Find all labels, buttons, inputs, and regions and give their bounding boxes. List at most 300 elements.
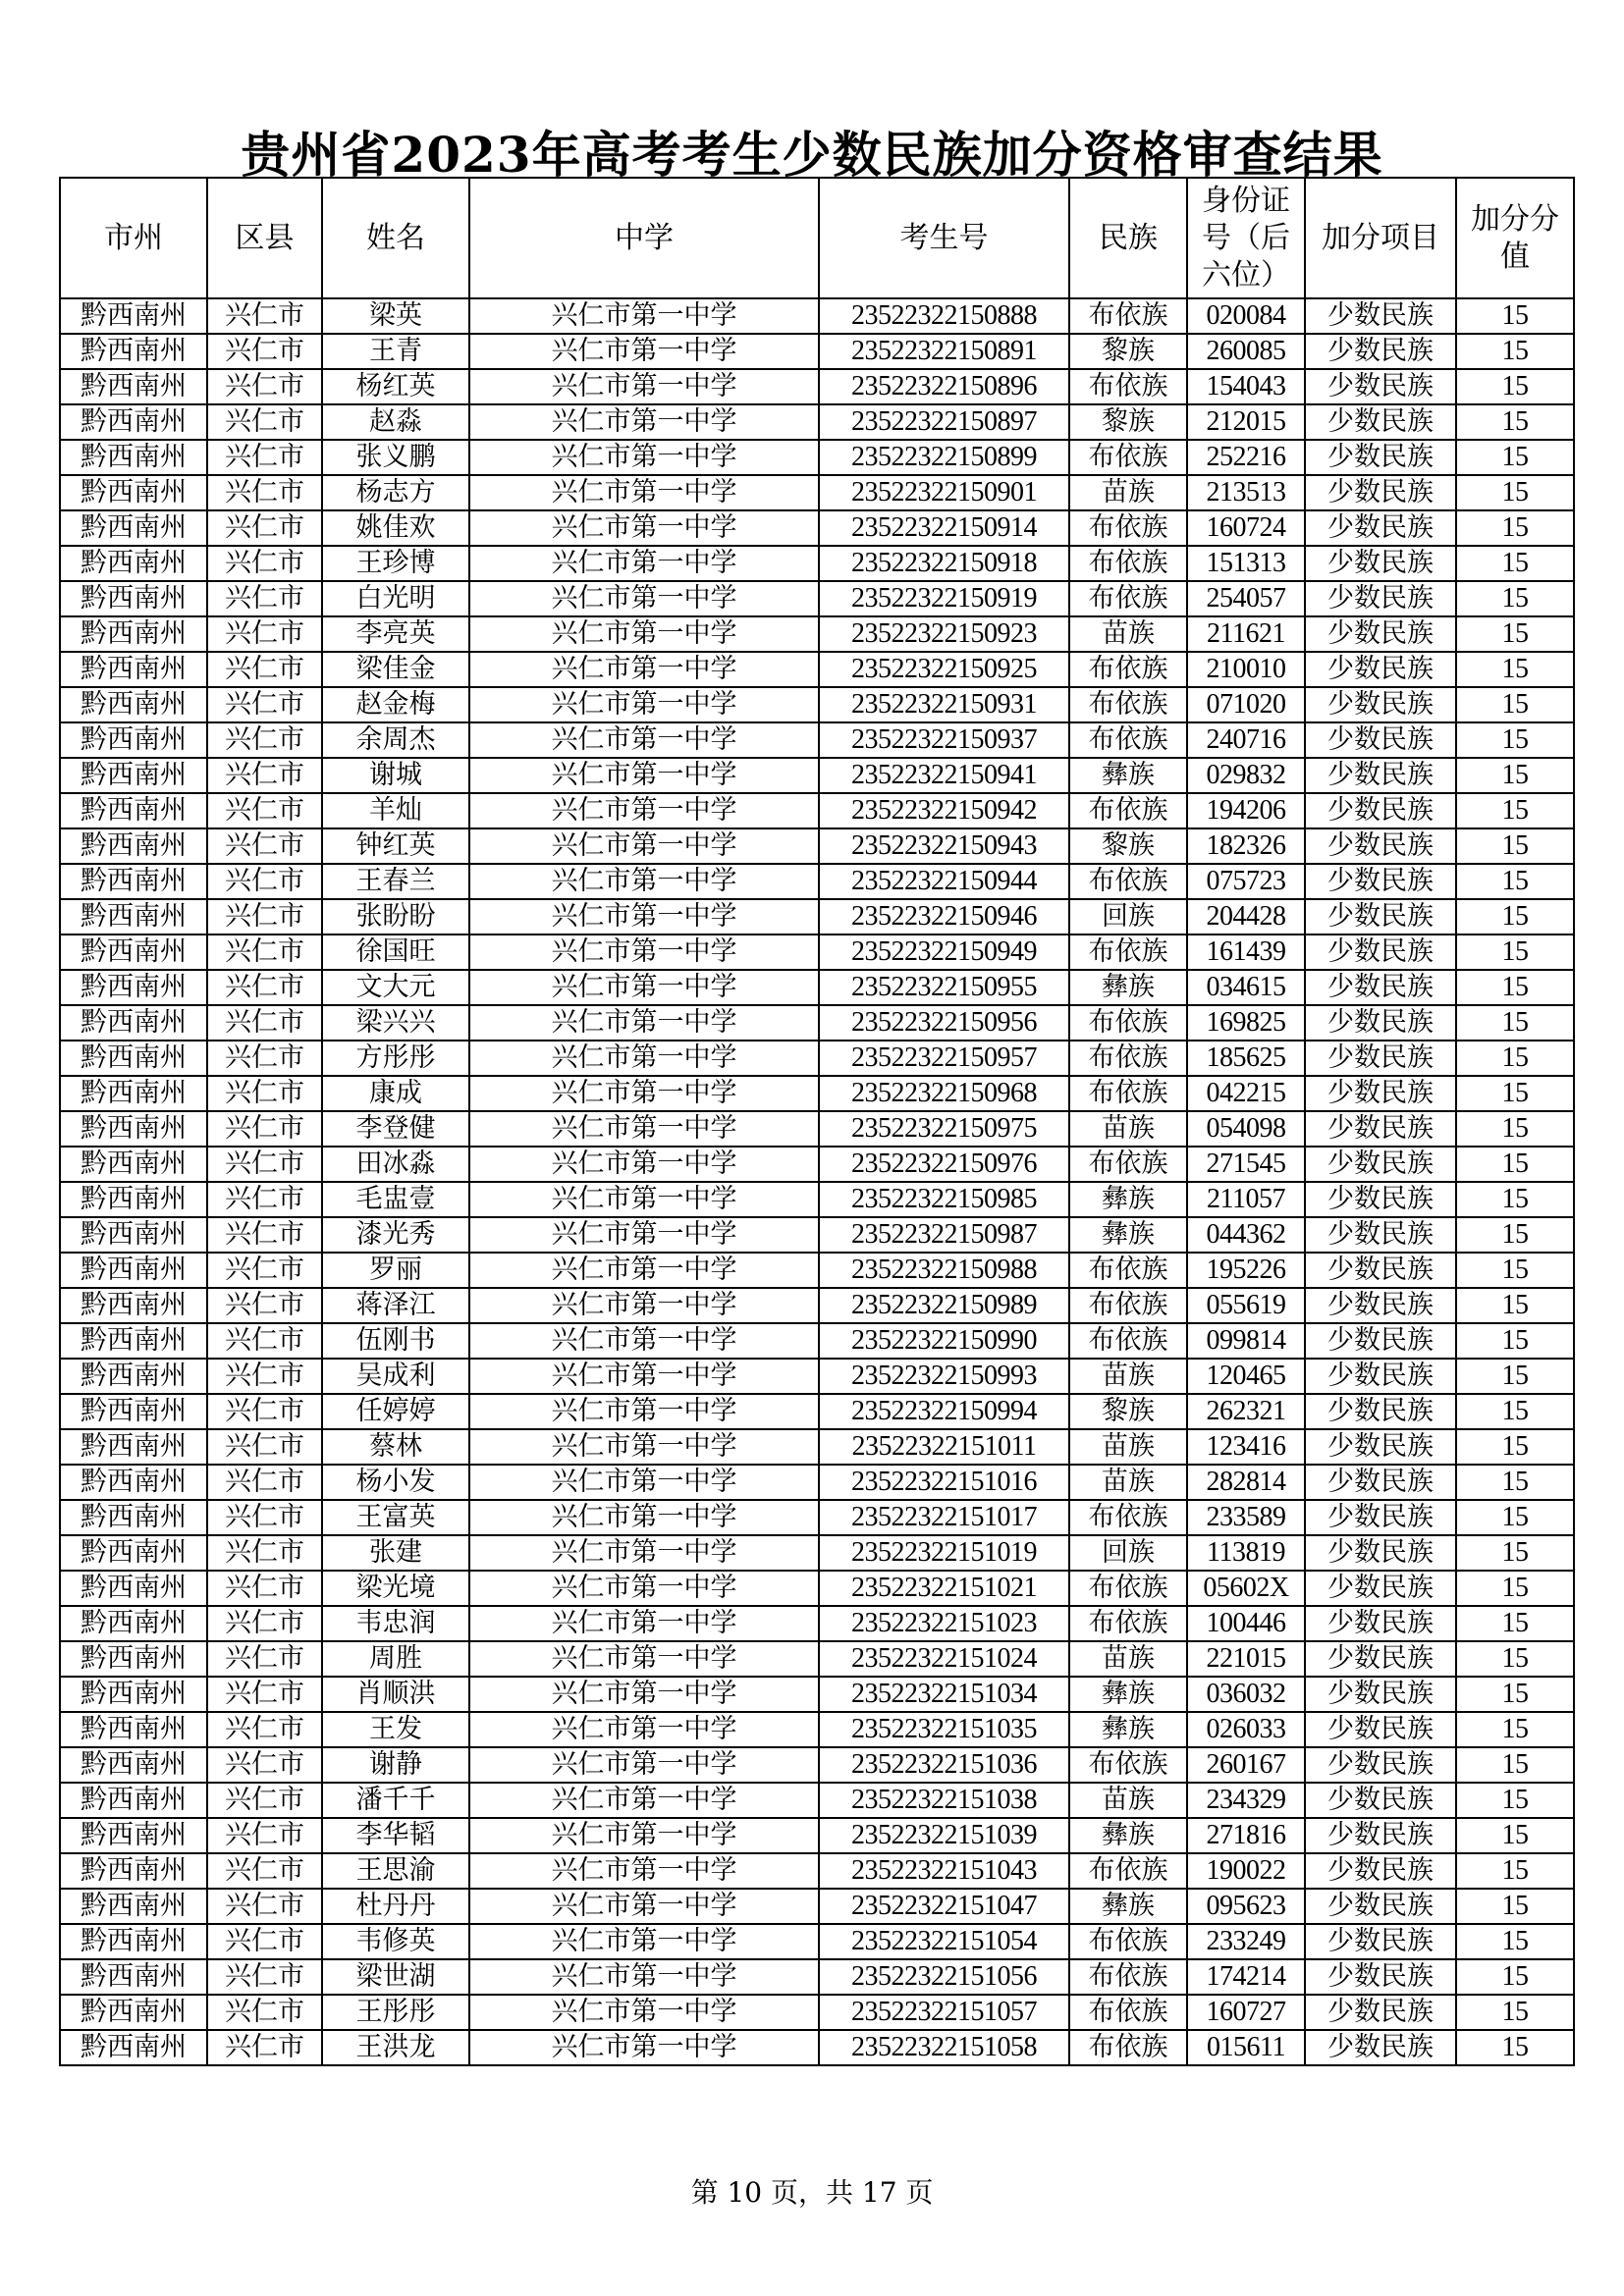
cell-bonus-item: 少数民族 (1305, 828, 1456, 864)
cell-ethnicity: 布依族 (1069, 1076, 1187, 1111)
cell-county: 兴仁市 (207, 334, 322, 369)
cell-bonus-score: 15 (1456, 1288, 1574, 1323)
table-row (60, 1076, 1574, 1111)
cell-exam-number: 23522322150899 (819, 440, 1069, 475)
cell-school: 兴仁市第一中学 (469, 793, 819, 828)
cell-city: 黔西南州 (60, 1747, 207, 1783)
cell-id-last6: 113819 (1187, 1535, 1305, 1571)
cell-id-last6: 095623 (1187, 1889, 1305, 1924)
cell-name: 韦忠润 (322, 1606, 469, 1641)
cell-bonus-item: 少数民族 (1305, 1747, 1456, 1783)
cell-school: 兴仁市第一中学 (469, 1995, 819, 2030)
cell-school: 兴仁市第一中学 (469, 1535, 819, 1571)
cell-county: 兴仁市 (207, 440, 322, 475)
table-row (60, 1041, 1574, 1076)
cell-exam-number: 23522322150931 (819, 687, 1069, 722)
table-row (60, 1217, 1574, 1253)
cell-name: 张盼盼 (322, 899, 469, 934)
cell-name: 方彤彤 (322, 1041, 469, 1076)
cell-city: 黔西南州 (60, 687, 207, 722)
cell-city: 黔西南州 (60, 369, 207, 404)
cell-name: 赵淼 (322, 404, 469, 440)
cell-school: 兴仁市第一中学 (469, 1959, 819, 1995)
cell-school: 兴仁市第一中学 (469, 1323, 819, 1359)
cell-bonus-score: 15 (1456, 1677, 1574, 1712)
cell-id-last6: 233249 (1187, 1924, 1305, 1959)
cell-exam-number: 23522322151054 (819, 1924, 1069, 1959)
cell-name: 余周杰 (322, 722, 469, 758)
cell-bonus-score: 15 (1456, 1641, 1574, 1677)
cell-city: 黔西南州 (60, 546, 207, 581)
cell-bonus-score: 15 (1456, 369, 1574, 404)
cell-ethnicity: 黎族 (1069, 334, 1187, 369)
cell-county: 兴仁市 (207, 1889, 322, 1924)
cell-city: 黔西南州 (60, 864, 207, 899)
cell-city: 黔西南州 (60, 1147, 207, 1182)
cell-id-last6: 254057 (1187, 581, 1305, 616)
cell-school: 兴仁市第一中学 (469, 758, 819, 793)
cell-exam-number: 23522322151039 (819, 1818, 1069, 1853)
cell-city: 黔西南州 (60, 616, 207, 652)
cell-name: 张义鹏 (322, 440, 469, 475)
table-row (60, 899, 1574, 934)
cell-bonus-item: 少数民族 (1305, 1783, 1456, 1818)
cell-exam-number: 23522322150989 (819, 1288, 1069, 1323)
cell-school: 兴仁市第一中学 (469, 616, 819, 652)
cell-name: 漆光秀 (322, 1217, 469, 1253)
cell-name: 吴成利 (322, 1359, 469, 1394)
table-row (60, 1323, 1574, 1359)
cell-bonus-score: 15 (1456, 475, 1574, 510)
table-row (60, 1359, 1574, 1394)
cell-city: 黔西南州 (60, 1217, 207, 1253)
cell-ethnicity: 布依族 (1069, 581, 1187, 616)
cell-city: 黔西南州 (60, 1111, 207, 1147)
cell-exam-number: 23522322150985 (819, 1182, 1069, 1217)
table-row (60, 1606, 1574, 1641)
cell-name: 韦修英 (322, 1924, 469, 1959)
cell-bonus-score: 15 (1456, 440, 1574, 475)
table-row (60, 687, 1574, 722)
cell-exam-number: 23522322151036 (819, 1747, 1069, 1783)
cell-ethnicity: 布依族 (1069, 1995, 1187, 2030)
cell-id-last6: 020084 (1187, 298, 1305, 334)
cell-bonus-score: 15 (1456, 722, 1574, 758)
cell-bonus-item: 少数民族 (1305, 1853, 1456, 1889)
cell-bonus-item: 少数民族 (1305, 369, 1456, 404)
cell-ethnicity: 布依族 (1069, 1500, 1187, 1535)
cell-county: 兴仁市 (207, 1924, 322, 1959)
cell-exam-number: 23522322150976 (819, 1147, 1069, 1182)
cell-bonus-score: 15 (1456, 1889, 1574, 1924)
cell-exam-number: 23522322150923 (819, 616, 1069, 652)
cell-city: 黔西南州 (60, 1818, 207, 1853)
cell-id-last6: 234329 (1187, 1783, 1305, 1818)
table-row (60, 510, 1574, 546)
cell-ethnicity: 布依族 (1069, 1041, 1187, 1076)
table-row (60, 546, 1574, 581)
page-number: 第 10 页，共 17 页 (690, 2176, 934, 2209)
cell-id-last6: 029832 (1187, 758, 1305, 793)
cell-exam-number: 23522322150896 (819, 369, 1069, 404)
cell-city: 黔西南州 (60, 334, 207, 369)
table-row (60, 934, 1574, 970)
cell-ethnicity: 苗族 (1069, 1783, 1187, 1818)
cell-school: 兴仁市第一中学 (469, 1147, 819, 1182)
cell-school: 兴仁市第一中学 (469, 369, 819, 404)
cell-bonus-item: 少数民族 (1305, 687, 1456, 722)
cell-bonus-score: 15 (1456, 864, 1574, 899)
cell-name: 杨红英 (322, 369, 469, 404)
cell-exam-number: 23522322150988 (819, 1253, 1069, 1288)
cell-county: 兴仁市 (207, 510, 322, 546)
cell-city: 黔西南州 (60, 1394, 207, 1429)
cell-id-last6: 210010 (1187, 652, 1305, 687)
table-row (60, 722, 1574, 758)
cell-school: 兴仁市第一中学 (469, 1641, 819, 1677)
table-row (60, 864, 1574, 899)
cell-school: 兴仁市第一中学 (469, 722, 819, 758)
cell-exam-number: 23522322151057 (819, 1995, 1069, 2030)
cell-city: 黔西南州 (60, 1359, 207, 1394)
table-row (60, 1465, 1574, 1500)
cell-name: 康成 (322, 1076, 469, 1111)
cell-county: 兴仁市 (207, 1606, 322, 1641)
cell-city: 黔西南州 (60, 475, 207, 510)
cell-city: 黔西南州 (60, 899, 207, 934)
cell-county: 兴仁市 (207, 758, 322, 793)
table-row (60, 1783, 1574, 1818)
cell-county: 兴仁市 (207, 934, 322, 970)
cell-id-last6: 221015 (1187, 1641, 1305, 1677)
cell-name: 文大元 (322, 970, 469, 1005)
cell-id-last6: 195226 (1187, 1253, 1305, 1288)
cell-bonus-item: 少数民族 (1305, 2030, 1456, 2065)
cell-bonus-item: 少数民族 (1305, 1041, 1456, 1076)
cell-exam-number: 23522322151017 (819, 1500, 1069, 1535)
cell-ethnicity: 布依族 (1069, 440, 1187, 475)
cell-exam-number: 23522322151023 (819, 1606, 1069, 1641)
cell-ethnicity: 布依族 (1069, 1288, 1187, 1323)
cell-bonus-score: 15 (1456, 899, 1574, 934)
cell-id-last6: 252216 (1187, 440, 1305, 475)
cell-county: 兴仁市 (207, 828, 322, 864)
cell-id-last6: 233589 (1187, 1500, 1305, 1535)
cell-bonus-score: 15 (1456, 652, 1574, 687)
cell-county: 兴仁市 (207, 1818, 322, 1853)
cell-bonus-item: 少数民族 (1305, 404, 1456, 440)
header-row (60, 178, 1574, 298)
cell-bonus-item: 少数民族 (1305, 1111, 1456, 1147)
table-row (60, 1500, 1574, 1535)
cell-id-last6: 240716 (1187, 722, 1305, 758)
cell-exam-number: 23522322150968 (819, 1076, 1069, 1111)
cell-id-last6: 055619 (1187, 1288, 1305, 1323)
cell-bonus-score: 15 (1456, 1147, 1574, 1182)
table-row (60, 1535, 1574, 1571)
cell-ethnicity: 苗族 (1069, 1429, 1187, 1465)
cell-bonus-item: 少数民族 (1305, 298, 1456, 334)
cell-school: 兴仁市第一中学 (469, 934, 819, 970)
cell-ethnicity: 布依族 (1069, 1253, 1187, 1288)
cell-id-last6: 151313 (1187, 546, 1305, 581)
cell-ethnicity: 布依族 (1069, 546, 1187, 581)
cell-school: 兴仁市第一中学 (469, 1606, 819, 1641)
cell-name: 赵金梅 (322, 687, 469, 722)
cell-exam-number: 23522322150955 (819, 970, 1069, 1005)
cell-bonus-item: 少数民族 (1305, 970, 1456, 1005)
cell-name: 徐国旺 (322, 934, 469, 970)
page-title: 贵州省2023年高考考生少数民族加分资格审查结果 (241, 126, 1383, 184)
cell-county: 兴仁市 (207, 2030, 322, 2065)
cell-county: 兴仁市 (207, 793, 322, 828)
cell-city: 黔西南州 (60, 793, 207, 828)
cell-exam-number: 23522322150990 (819, 1323, 1069, 1359)
cell-bonus-item: 少数民族 (1305, 1606, 1456, 1641)
cell-bonus-score: 15 (1456, 828, 1574, 864)
cell-id-last6: 194206 (1187, 793, 1305, 828)
cell-bonus-item: 少数民族 (1305, 1500, 1456, 1535)
cell-bonus-score: 15 (1456, 546, 1574, 581)
cell-ethnicity: 布依族 (1069, 1005, 1187, 1041)
cell-exam-number: 23522322150901 (819, 475, 1069, 510)
cell-bonus-item: 少数民族 (1305, 758, 1456, 793)
cell-name: 梁世湖 (322, 1959, 469, 1995)
cell-school: 兴仁市第一中学 (469, 1818, 819, 1853)
table-row (60, 828, 1574, 864)
cell-bonus-score: 15 (1456, 1783, 1574, 1818)
cell-ethnicity: 彝族 (1069, 1217, 1187, 1253)
cell-county: 兴仁市 (207, 1571, 322, 1606)
table-row (60, 1111, 1574, 1147)
cell-ethnicity: 布依族 (1069, 1606, 1187, 1641)
cell-county: 兴仁市 (207, 1429, 322, 1465)
cell-bonus-score: 15 (1456, 1712, 1574, 1747)
cell-ethnicity: 布依族 (1069, 1924, 1187, 1959)
cell-county: 兴仁市 (207, 1500, 322, 1535)
cell-bonus-item: 少数民族 (1305, 864, 1456, 899)
cell-ethnicity: 布依族 (1069, 1571, 1187, 1606)
cell-school: 兴仁市第一中学 (469, 2030, 819, 2065)
cell-name: 杨小发 (322, 1465, 469, 1500)
cell-bonus-item: 少数民族 (1305, 1076, 1456, 1111)
cell-bonus-score: 15 (1456, 1217, 1574, 1253)
cell-id-last6: 160727 (1187, 1995, 1305, 2030)
cell-bonus-item: 少数民族 (1305, 546, 1456, 581)
cell-name: 谢静 (322, 1747, 469, 1783)
cell-city: 黔西南州 (60, 1959, 207, 1995)
cell-city: 黔西南州 (60, 1889, 207, 1924)
cell-school: 兴仁市第一中学 (469, 1571, 819, 1606)
table-row (60, 1641, 1574, 1677)
table-row (60, 1147, 1574, 1182)
table-row (60, 1924, 1574, 1959)
cell-name: 蔡林 (322, 1429, 469, 1465)
table-row (60, 1818, 1574, 1853)
table-row (60, 1429, 1574, 1465)
table-row (60, 1747, 1574, 1783)
cell-bonus-item: 少数民族 (1305, 1889, 1456, 1924)
cell-ethnicity: 苗族 (1069, 1641, 1187, 1677)
cell-county: 兴仁市 (207, 1677, 322, 1712)
cell-bonus-item: 少数民族 (1305, 1429, 1456, 1465)
cell-school: 兴仁市第一中学 (469, 1394, 819, 1429)
cell-city: 黔西南州 (60, 1641, 207, 1677)
cell-exam-number: 23522322150937 (819, 722, 1069, 758)
cell-id-last6: 161439 (1187, 934, 1305, 970)
cell-city: 黔西南州 (60, 1288, 207, 1323)
table-row (60, 1005, 1574, 1041)
cell-school: 兴仁市第一中学 (469, 334, 819, 369)
cell-school: 兴仁市第一中学 (469, 1005, 819, 1041)
cell-county: 兴仁市 (207, 1394, 322, 1429)
cell-bonus-item: 少数民族 (1305, 510, 1456, 546)
cell-id-last6: 075723 (1187, 864, 1305, 899)
cell-city: 黔西南州 (60, 1571, 207, 1606)
cell-school: 兴仁市第一中学 (469, 510, 819, 546)
table-row (60, 970, 1574, 1005)
cell-city: 黔西南州 (60, 934, 207, 970)
cell-ethnicity: 黎族 (1069, 828, 1187, 864)
cell-exam-number: 23522322151016 (819, 1465, 1069, 1500)
table-row (60, 1182, 1574, 1217)
cell-id-last6: 260085 (1187, 334, 1305, 369)
cell-id-last6: 05602X (1187, 1571, 1305, 1606)
cell-school: 兴仁市第一中学 (469, 1288, 819, 1323)
cell-id-last6: 099814 (1187, 1323, 1305, 1359)
cell-county: 兴仁市 (207, 1853, 322, 1889)
cell-name: 王青 (322, 334, 469, 369)
cell-id-last6: 185625 (1187, 1041, 1305, 1076)
cell-school: 兴仁市第一中学 (469, 1076, 819, 1111)
cell-county: 兴仁市 (207, 1005, 322, 1041)
cell-bonus-item: 少数民族 (1305, 581, 1456, 616)
cell-school: 兴仁市第一中学 (469, 1111, 819, 1147)
cell-bonus-score: 15 (1456, 1959, 1574, 1995)
cell-bonus-score: 15 (1456, 758, 1574, 793)
cell-bonus-score: 15 (1456, 1323, 1574, 1359)
cell-id-last6: 212015 (1187, 404, 1305, 440)
cell-bonus-score: 15 (1456, 616, 1574, 652)
table-row (60, 298, 1574, 334)
results-table (59, 177, 1575, 2066)
cell-school: 兴仁市第一中学 (469, 475, 819, 510)
cell-bonus-score: 15 (1456, 1182, 1574, 1217)
header-exam-number: 考生号 (819, 178, 1069, 298)
cell-bonus-item: 少数民族 (1305, 1818, 1456, 1853)
cell-bonus-score: 15 (1456, 1535, 1574, 1571)
cell-school: 兴仁市第一中学 (469, 1889, 819, 1924)
cell-ethnicity: 布依族 (1069, 722, 1187, 758)
cell-county: 兴仁市 (207, 1995, 322, 2030)
cell-county: 兴仁市 (207, 298, 322, 334)
cell-bonus-item: 少数民族 (1305, 1465, 1456, 1500)
cell-school: 兴仁市第一中学 (469, 828, 819, 864)
cell-ethnicity: 彝族 (1069, 1712, 1187, 1747)
cell-city: 黔西南州 (60, 828, 207, 864)
cell-bonus-score: 15 (1456, 1076, 1574, 1111)
cell-county: 兴仁市 (207, 1288, 322, 1323)
cell-city: 黔西南州 (60, 1783, 207, 1818)
cell-exam-number: 23522322150946 (819, 899, 1069, 934)
cell-ethnicity: 布依族 (1069, 2030, 1187, 2065)
cell-ethnicity: 布依族 (1069, 369, 1187, 404)
cell-bonus-item: 少数民族 (1305, 1323, 1456, 1359)
cell-ethnicity: 黎族 (1069, 1394, 1187, 1429)
cell-id-last6: 174214 (1187, 1959, 1305, 1995)
cell-ethnicity: 彝族 (1069, 970, 1187, 1005)
cell-bonus-item: 少数民族 (1305, 1995, 1456, 2030)
cell-bonus-item: 少数民族 (1305, 1182, 1456, 1217)
table-row (60, 616, 1574, 652)
cell-school: 兴仁市第一中学 (469, 1853, 819, 1889)
cell-bonus-score: 15 (1456, 1606, 1574, 1641)
cell-name: 李亮英 (322, 616, 469, 652)
cell-name: 王彤彤 (322, 1995, 469, 2030)
cell-name: 姚佳欢 (322, 510, 469, 546)
cell-city: 黔西南州 (60, 1924, 207, 1959)
cell-exam-number: 23522322150956 (819, 1005, 1069, 1041)
cell-bonus-score: 15 (1456, 1747, 1574, 1783)
cell-city: 黔西南州 (60, 652, 207, 687)
cell-id-last6: 120465 (1187, 1359, 1305, 1394)
cell-school: 兴仁市第一中学 (469, 899, 819, 934)
cell-school: 兴仁市第一中学 (469, 970, 819, 1005)
cell-name: 谢城 (322, 758, 469, 793)
cell-exam-number: 23522322151034 (819, 1677, 1069, 1712)
table-row (60, 581, 1574, 616)
cell-id-last6: 190022 (1187, 1853, 1305, 1889)
cell-county: 兴仁市 (207, 1111, 322, 1147)
table-row (60, 1959, 1574, 1995)
cell-county: 兴仁市 (207, 1641, 322, 1677)
cell-id-last6: 262321 (1187, 1394, 1305, 1429)
cell-ethnicity: 布依族 (1069, 652, 1187, 687)
cell-city: 黔西南州 (60, 1606, 207, 1641)
cell-city: 黔西南州 (60, 1465, 207, 1500)
cell-exam-number: 23522322151019 (819, 1535, 1069, 1571)
cell-name: 潘千千 (322, 1783, 469, 1818)
table-row (60, 2030, 1574, 2065)
cell-ethnicity: 布依族 (1069, 1323, 1187, 1359)
cell-exam-number: 23522322150949 (819, 934, 1069, 970)
cell-bonus-score: 15 (1456, 1500, 1574, 1535)
cell-ethnicity: 布依族 (1069, 1959, 1187, 1995)
cell-school: 兴仁市第一中学 (469, 1712, 819, 1747)
cell-exam-number: 23522322151056 (819, 1959, 1069, 1995)
cell-id-last6: 204428 (1187, 899, 1305, 934)
cell-id-last6: 271816 (1187, 1818, 1305, 1853)
cell-bonus-item: 少数民族 (1305, 1394, 1456, 1429)
cell-ethnicity: 苗族 (1069, 1359, 1187, 1394)
cell-ethnicity: 苗族 (1069, 1465, 1187, 1500)
table-row (60, 334, 1574, 369)
cell-bonus-item: 少数民族 (1305, 1677, 1456, 1712)
cell-id-last6: 260167 (1187, 1747, 1305, 1783)
cell-exam-number: 23522322151035 (819, 1712, 1069, 1747)
cell-id-last6: 042215 (1187, 1076, 1305, 1111)
cell-school: 兴仁市第一中学 (469, 1783, 819, 1818)
cell-name: 蒋泽江 (322, 1288, 469, 1323)
cell-name: 毛盅壹 (322, 1182, 469, 1217)
cell-exam-number: 23522322150994 (819, 1394, 1069, 1429)
cell-ethnicity: 布依族 (1069, 793, 1187, 828)
cell-name: 羊灿 (322, 793, 469, 828)
cell-city: 黔西南州 (60, 440, 207, 475)
cell-exam-number: 23522322150888 (819, 298, 1069, 334)
cell-name: 任婷婷 (322, 1394, 469, 1429)
cell-name: 张建 (322, 1535, 469, 1571)
